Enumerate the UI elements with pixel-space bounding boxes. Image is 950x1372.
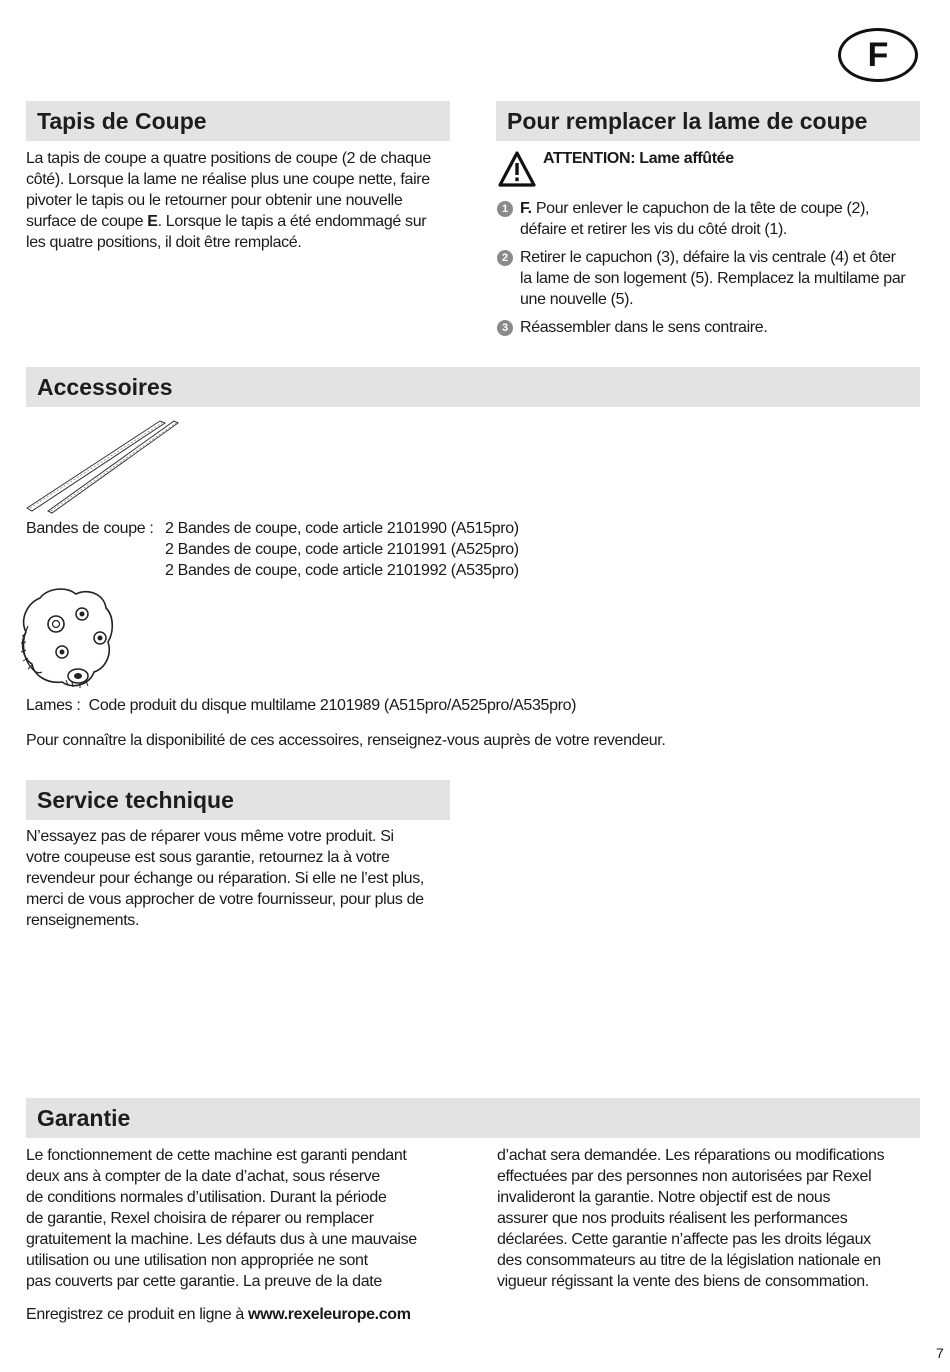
text-line: une nouvelle (5). (520, 291, 634, 308)
text-fragment: . Lorsque le tapis a été endommagé sur (157, 213, 427, 230)
text-line: Retirer le capuchon (3), défaire la vis centrale (4) et ôter (520, 249, 896, 266)
text-line (26, 211, 456, 232)
text-line: Réassembler dans le sens contraire. (520, 319, 768, 336)
page-number: 7 (936, 1345, 944, 1361)
text-line: de conditions normales d’utilisation. Durant la période (26, 1189, 387, 1206)
tapis-paragraph (26, 148, 456, 253)
list-item: 2 Bandes de coupe, code article 2101990 (A515pro) (165, 520, 519, 537)
text-line: assurer que nos produits réalisent les performances (497, 1210, 848, 1227)
cutting-strips-illustration (24, 415, 184, 515)
text-line: pivoter le tapis ou le retourner pour obtenir une nouvelle (26, 192, 403, 209)
step-3 (497, 317, 922, 338)
step-number-badge: 3 (497, 320, 513, 336)
garantie-heading: Garantie (26, 1098, 920, 1138)
multi-blade-disc-illustration (18, 586, 118, 691)
accessoires-heading: Accessoires (26, 367, 920, 407)
text-line: les quatre positions, il doit être remplacé. (26, 234, 302, 251)
bandes-label: Bandes de coupe : (26, 520, 154, 537)
text-line: merci de vous approcher de votre fournisseur, pour plus de (26, 891, 424, 908)
tapis-heading: Tapis de Coupe (26, 101, 450, 141)
step-number-badge: 2 (497, 250, 513, 266)
text-line: N’essayez pas de réparer vous même votre produit. Si (26, 828, 394, 845)
text-fragment: Pour enlever le capuchon de la tête de coupe (2), (531, 200, 870, 217)
text-line: vigueur régissant la vente des biens de consommation. (497, 1273, 869, 1290)
list-item: 2 Bandes de coupe, code article 2101992 (A535pro) (165, 562, 519, 579)
step-2 (497, 247, 922, 310)
register-link[interactable]: www.rexeleurope.com (248, 1306, 411, 1323)
lames-row (26, 695, 576, 716)
text-line: côté). Lorsque la lame ne réalise plus une coupe nette, faire (26, 171, 430, 188)
text-line: défaire et retirer les vis du côté droit (1). (520, 221, 788, 238)
text-line: déclarées. Cette garantie n’affecte pas les droits légaux (497, 1231, 871, 1248)
text-fragment: surface de coupe (26, 213, 148, 230)
service-heading: Service technique (26, 780, 450, 820)
text-line: invalideront la garantie. Notre objectif est de nous (497, 1189, 831, 1206)
text-line: utilisation ou une utilisation non appropriée ne sont (26, 1252, 368, 1269)
bandes-list (165, 518, 519, 581)
text-line: La tapis de coupe a quatre positions de coupe (2 de chaque (26, 150, 431, 167)
step-number-badge: 1 (497, 201, 513, 217)
lames-text: Code produit du disque multilame 2101989 (A515pro/A525pro/A535pro) (88, 697, 577, 714)
warning-triangle-icon (497, 150, 537, 188)
figure-letter: F. (520, 200, 532, 217)
attention-label: ATTENTION: Lame affûtée (543, 150, 734, 167)
service-paragraph (26, 826, 456, 931)
text-line (520, 198, 922, 219)
figure-letter: E (147, 213, 158, 230)
text-line: deux ans à compter de la date d’achat, sous réserve (26, 1168, 380, 1185)
text-line: votre coupeuse est sous garantie, retournez la à votre (26, 849, 390, 866)
lames-label: Lames : (26, 697, 81, 714)
availability-note: Pour connaître la disponibilité de ces accessoires, renseignez-vous auprès de votre revendeur. (26, 732, 666, 749)
text-line: effectuées par des personnes non autorisées par Rexel (497, 1168, 872, 1185)
text-line: renseignements. (26, 912, 140, 929)
remplacer-heading: Pour remplacer la lame de coupe (496, 101, 920, 141)
text-line: la lame de son logement (5). Remplacez la multilame par (520, 270, 906, 287)
step-1 (497, 198, 922, 240)
text-line: pas couverts par cette garantie. La preuve de la date (26, 1273, 382, 1290)
text-line: de garantie, Rexel choisira de réparer ou remplacer (26, 1210, 374, 1227)
text-line: Le fonctionnement de cette machine est garanti pendant (26, 1147, 407, 1164)
garantie-left-column (26, 1145, 466, 1292)
register-line (26, 1304, 411, 1325)
text-line: d’achat sera demandée. Les réparations ou modifications (497, 1147, 885, 1164)
text-line: gratuitement la machine. Les défauts dus à une mauvaise (26, 1231, 417, 1248)
warning-block (497, 150, 537, 193)
list-item: 2 Bandes de coupe, code article 2101991 (A525pro) (165, 541, 519, 558)
text-line: revendeur pour échange ou réparation. Si elle ne l’est plus, (26, 870, 424, 887)
language-badge: F (838, 28, 918, 82)
garantie-right-column (497, 1145, 927, 1292)
text-line: des consommateurs au titre de la législation nationale en (497, 1252, 881, 1269)
register-text: Enregistrez ce produit en ligne à (26, 1306, 249, 1323)
